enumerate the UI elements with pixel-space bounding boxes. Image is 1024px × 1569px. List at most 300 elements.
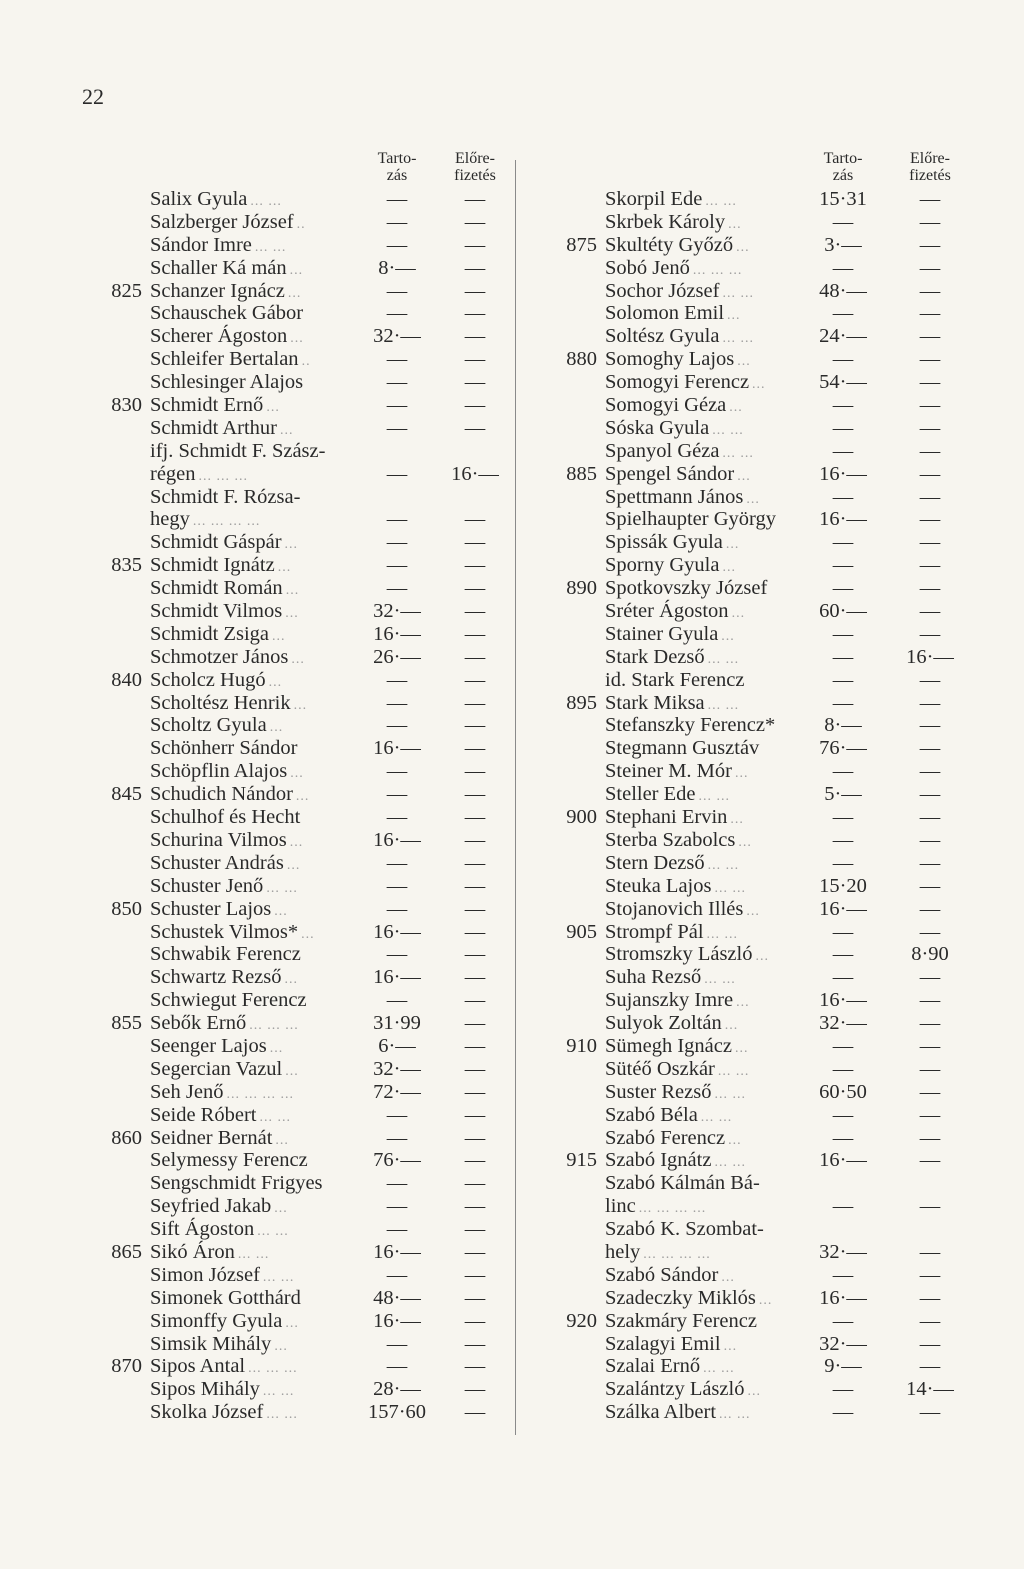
- leader-dots: ... ...: [707, 651, 740, 667]
- membership-value: —: [386, 531, 408, 554]
- membership-value: —: [832, 416, 854, 439]
- leader-dots: ...: [269, 720, 284, 736]
- prepayment-value: —: [464, 577, 486, 600]
- prepayment-value: —: [919, 1057, 941, 1080]
- member-name: Schmidt Zsiga ...: [150, 622, 286, 645]
- prepayment-value: —: [919, 416, 941, 439]
- table-row: [100, 692, 510, 715]
- leader-dots: ...: [277, 560, 292, 576]
- prepayment-value: —: [919, 439, 941, 462]
- prepayment-value: —: [919, 622, 941, 645]
- membership-value: 16·—: [373, 622, 421, 645]
- member-name: Szalai Ernő ... ...: [605, 1355, 735, 1378]
- prepayment-value: —: [919, 760, 941, 783]
- member-name: Schudich Nándor ...: [150, 783, 310, 806]
- membership-value: —: [386, 668, 408, 691]
- prepayment-value: —: [464, 943, 486, 966]
- membership-value: —: [386, 806, 408, 829]
- member-name: Salix Gyula ... ...: [150, 188, 282, 210]
- member-name: hely ... ... ... ...: [605, 1240, 711, 1263]
- prepayment-value: —: [919, 737, 941, 760]
- prepayment-value: —: [464, 645, 486, 668]
- member-name: Sporny Gyula ...: [605, 554, 736, 577]
- table-row: [555, 508, 1015, 531]
- leader-dots: ...: [724, 1018, 739, 1034]
- member-name: Szabó Béla ... ...: [605, 1103, 733, 1126]
- table-row: [100, 1127, 510, 1150]
- member-name: Schmotzer János ...: [150, 645, 305, 668]
- column-rule-left: [515, 160, 516, 1435]
- prepayment-value: —: [919, 920, 941, 943]
- prepayment-value: 14·—: [906, 1378, 954, 1401]
- membership-value: —: [832, 920, 854, 943]
- membership-value: —: [832, 943, 854, 966]
- leader-dots: ...: [728, 1132, 742, 1148]
- member-name: Sebők Ernő ... ... ...: [150, 1012, 299, 1035]
- membership-value: 16·—: [373, 1309, 421, 1332]
- membership-value: 8·—: [378, 256, 416, 279]
- table-row: [100, 417, 510, 440]
- table-row: [555, 1355, 1015, 1378]
- prepayment-value: —: [464, 1172, 486, 1195]
- table-row: [100, 737, 510, 760]
- member-name: Sikó Áron ... ...: [150, 1240, 270, 1263]
- prepayment-value: —: [919, 874, 941, 897]
- table-row: [100, 463, 510, 486]
- membership-value: —: [386, 691, 408, 714]
- prepayment-value: —: [464, 1195, 486, 1218]
- leader-dots: ...: [731, 606, 746, 622]
- membership-value: —: [386, 348, 408, 371]
- leader-dots: ...: [721, 1269, 735, 1285]
- table-row: [555, 1172, 1015, 1195]
- table-row: [100, 486, 510, 509]
- leader-dots: ... ...: [237, 1246, 270, 1262]
- membership-value: —: [386, 760, 408, 783]
- member-name: Szabó Ferencz ...: [605, 1126, 742, 1149]
- leader-dots: ...: [269, 1040, 284, 1056]
- table-row: [555, 1127, 1015, 1150]
- membership-value: —: [832, 554, 854, 577]
- member-name: Schlesinger Alajos: [150, 371, 304, 394]
- prepayment-value: —: [464, 1401, 486, 1424]
- table-row: [100, 188, 510, 211]
- member-name: Seenger Lajos ...: [150, 1034, 284, 1057]
- prepayment-value: —: [464, 622, 486, 645]
- entry-number: 835: [111, 554, 142, 577]
- table-row: [555, 280, 1015, 303]
- table-row: [555, 714, 1015, 737]
- table-row: [100, 302, 510, 325]
- member-name: hegy ... ... ... ...: [150, 508, 261, 531]
- member-name: Spettmann János ...: [605, 485, 760, 508]
- member-name: Steiner M. Mór ...: [605, 760, 749, 783]
- membership-value: 32·—: [373, 325, 421, 348]
- leader-dots: ...: [722, 560, 736, 576]
- table-row: [555, 875, 1015, 898]
- membership-value: —: [386, 1103, 408, 1126]
- member-name: Strompf Pál ... ...: [605, 920, 739, 943]
- prepayment-value: —: [919, 1286, 941, 1309]
- table-row: [555, 806, 1015, 829]
- table-row: [555, 371, 1015, 394]
- table-row: [100, 1149, 510, 1172]
- leader-dots: ... ...: [707, 697, 740, 713]
- leader-dots: ..: [296, 216, 306, 232]
- table-row: [555, 1264, 1015, 1287]
- table-row: [100, 508, 510, 531]
- prepayment-value: —: [919, 714, 941, 737]
- membership-value: 24·—: [819, 325, 867, 348]
- right-rows: [555, 188, 1015, 1424]
- prepayment-value: —: [464, 783, 486, 806]
- member-name: Schöpflin Alajos ...: [150, 760, 304, 783]
- prepayment-value: —: [464, 416, 486, 439]
- member-name: Szabó Kálmán Bá-: [605, 1172, 760, 1195]
- membership-value: —: [386, 1172, 408, 1195]
- entry-number: 885: [566, 462, 597, 485]
- member-name: Sütéő Oszkár ... ...: [605, 1057, 750, 1080]
- member-name: Spengel Sándor ...: [605, 462, 751, 485]
- prepayment-value: —: [464, 600, 486, 623]
- prepayment-value: —: [464, 325, 486, 348]
- table-row: [555, 325, 1015, 348]
- member-name: Salzberger József ..: [150, 210, 306, 233]
- member-name: Schuster Lajos ...: [150, 897, 288, 920]
- membership-value: —: [832, 760, 854, 783]
- prepayment-value: —: [464, 508, 486, 531]
- leader-dots: ... ...: [705, 194, 737, 209]
- leader-dots: ...: [747, 1384, 761, 1400]
- leader-dots: ...: [734, 766, 749, 782]
- member-name: Sipos Mihály ... ...: [150, 1378, 295, 1401]
- membership-value: —: [832, 1195, 854, 1218]
- table-row: [555, 737, 1015, 760]
- membership-value: —: [386, 989, 408, 1012]
- table-row: [100, 1104, 510, 1127]
- table-row: [555, 463, 1015, 486]
- membership-value: 16·—: [819, 1149, 867, 1172]
- member-name: Segercian Vazul ...: [150, 1057, 299, 1080]
- entry-number: 830: [111, 394, 142, 417]
- membership-value: —: [832, 806, 854, 829]
- table-row: [555, 1378, 1015, 1401]
- leader-dots: ...: [285, 1315, 299, 1331]
- leader-dots: ...: [738, 834, 752, 850]
- entry-number: 890: [566, 577, 597, 600]
- membership-value: —: [386, 1263, 408, 1286]
- leader-dots: ... ...: [266, 1407, 298, 1423]
- entry-number: 875: [566, 233, 597, 256]
- member-name: Somoghy Lajos ...: [605, 348, 751, 371]
- leader-dots: ... ...: [714, 1155, 746, 1171]
- leader-dots: ...: [274, 903, 288, 919]
- table-row: [100, 943, 510, 966]
- table-row: [555, 394, 1015, 417]
- member-name: Sujanszky Imre ...: [605, 989, 750, 1012]
- prepayment-value: —: [464, 1103, 486, 1126]
- table-row: [555, 989, 1015, 1012]
- table-row: [555, 1333, 1015, 1356]
- member-name: Simon József ... ...: [150, 1263, 295, 1286]
- membership-value: —: [386, 1355, 408, 1378]
- prepayment-value: —: [464, 1378, 486, 1401]
- leader-dots: ...: [285, 583, 300, 599]
- prepayment-value: —: [919, 783, 941, 806]
- membership-value: —: [832, 691, 854, 714]
- prepayment-value: —: [464, 233, 486, 256]
- table-row: [100, 257, 510, 280]
- membership-value: —: [386, 233, 408, 256]
- table-row: [555, 1035, 1015, 1058]
- entry-number: 900: [566, 806, 597, 829]
- leader-dots: ... ...: [266, 880, 298, 896]
- leader-dots: ...: [727, 308, 741, 324]
- leader-dots: ...: [725, 537, 740, 553]
- prepayment-value: —: [464, 1355, 486, 1378]
- membership-value: 16·—: [373, 828, 421, 851]
- leader-dots: ...: [286, 857, 301, 873]
- table-row: [100, 1378, 510, 1401]
- table-row: [100, 806, 510, 829]
- prepayment-value: —: [919, 256, 941, 279]
- table-row: [100, 623, 510, 646]
- table-row: [100, 211, 510, 234]
- leader-dots: ...: [284, 537, 299, 553]
- leader-dots: ... ... ... ...: [638, 1201, 707, 1217]
- membership-value: —: [386, 714, 408, 737]
- leader-dots: ...: [266, 400, 280, 416]
- prepayment-value: —: [919, 531, 941, 554]
- entry-number: 910: [566, 1034, 597, 1057]
- membership-value: —: [832, 1309, 854, 1332]
- member-name: Schmidt Arthur ...: [150, 416, 294, 439]
- leader-dots: ...: [285, 1063, 299, 1079]
- membership-value: —: [386, 416, 408, 439]
- prepayment-value: —: [464, 531, 486, 554]
- membership-value: —: [832, 394, 854, 417]
- table-row: [100, 577, 510, 600]
- prepayment-value: —: [919, 1332, 941, 1355]
- table-row: [100, 440, 510, 463]
- prepayment-value: —: [919, 1103, 941, 1126]
- prepayment-value: —: [919, 966, 941, 989]
- membership-value: —: [832, 485, 854, 508]
- prepayment-value: —: [919, 806, 941, 829]
- member-name: Szalagyi Emil ...: [605, 1332, 738, 1355]
- leader-dots: ...: [272, 628, 286, 644]
- table-row: [100, 1012, 510, 1035]
- leader-dots: ... ...: [722, 285, 754, 301]
- table-row: [555, 1241, 1015, 1264]
- membership-value: 28·—: [373, 1378, 421, 1401]
- leader-dots: ...: [301, 926, 315, 942]
- membership-value: —: [386, 1218, 408, 1241]
- member-name: Schulhof és Hecht: [150, 806, 301, 829]
- membership-value: —: [386, 394, 408, 417]
- prepayment-value: —: [464, 1149, 486, 1172]
- membership-value: 16·—: [819, 462, 867, 485]
- member-name: Scholcz Hugó ...: [150, 668, 283, 691]
- prepayment-value: —: [919, 828, 941, 851]
- table-row: [555, 257, 1015, 280]
- prepayment-value: 8·90: [911, 943, 949, 966]
- member-name: Stefanszky Ferencz*: [605, 714, 776, 737]
- table-row: [555, 852, 1015, 875]
- leader-dots: ... ...: [704, 972, 736, 988]
- member-name: Schuster Jenő ... ...: [150, 874, 298, 897]
- membership-value: 32·—: [819, 1240, 867, 1263]
- prepayment-value: —: [464, 1012, 486, 1035]
- member-name: Scherer Ágoston ...: [150, 325, 304, 348]
- membership-value: —: [386, 851, 408, 874]
- prepayment-value: —: [464, 920, 486, 943]
- membership-value: 72·—: [373, 1080, 421, 1103]
- right-header: [555, 150, 1015, 188]
- leader-dots: ...: [729, 400, 743, 416]
- member-name: id. Stark Ferencz: [605, 668, 745, 691]
- leader-dots: ... ...: [706, 926, 739, 942]
- membership-header: Tarto- zás: [377, 150, 417, 184]
- prepayment-value: —: [919, 279, 941, 302]
- member-name: Seh Jenő ... ... ... ...: [150, 1080, 294, 1103]
- table-row: [100, 348, 510, 371]
- member-name: Seyfried Jakab ...: [150, 1195, 288, 1218]
- entry-number: 870: [111, 1355, 142, 1378]
- prepayment-header: Előre- fizetés: [909, 150, 951, 184]
- prepayment-value: —: [919, 1126, 941, 1149]
- table-row: [555, 646, 1015, 669]
- membership-value: 31·99: [373, 1012, 421, 1035]
- membership-value: —: [386, 210, 408, 233]
- membership-value: —: [832, 577, 854, 600]
- table-row: [555, 348, 1015, 371]
- membership-value: —: [832, 668, 854, 691]
- membership-value: —: [386, 943, 408, 966]
- prepayment-value: —: [464, 1240, 486, 1263]
- member-name: Szakmáry Ferencz: [605, 1309, 757, 1332]
- leader-dots: ...: [291, 651, 305, 667]
- membership-value: 76·—: [373, 1149, 421, 1172]
- leader-dots: ...: [737, 354, 751, 370]
- membership-value: 48·—: [373, 1286, 421, 1309]
- prepayment-value: —: [919, 577, 941, 600]
- member-name: Seidner Bernát ...: [150, 1126, 289, 1149]
- leader-dots: ...: [290, 331, 304, 347]
- table-row: [100, 1401, 510, 1424]
- leader-dots: ...: [736, 995, 750, 1011]
- member-name: Schmidt Gáspár ...: [150, 531, 299, 554]
- entry-number: 920: [566, 1309, 597, 1332]
- leader-dots: ... ...: [698, 789, 731, 805]
- member-name: Sréter Ágoston ...: [605, 600, 746, 623]
- table-row: [555, 921, 1015, 944]
- leader-dots: ... ...: [712, 422, 744, 438]
- table-row: [100, 989, 510, 1012]
- member-name: Stromszky László ...: [605, 943, 769, 966]
- member-name: Soltész Gyula ... ...: [605, 325, 754, 348]
- membership-value: 5·—: [824, 783, 862, 806]
- member-name: Scholtész Henrik ...: [150, 691, 308, 714]
- member-name: Schurina Vilmos ...: [150, 828, 304, 851]
- prepayment-value: —: [919, 1034, 941, 1057]
- leader-dots: ...: [737, 468, 751, 484]
- leader-dots: ...: [758, 1292, 773, 1308]
- leader-dots: ...: [284, 972, 298, 988]
- member-name: Simsik Mihály ...: [150, 1332, 288, 1355]
- membership-value: —: [832, 1103, 854, 1126]
- table-row: [100, 1172, 510, 1195]
- membership-value: 16·—: [373, 737, 421, 760]
- member-name: Skorpil Ede ... ...: [605, 188, 737, 210]
- member-name: Simonffy Gyula ...: [150, 1309, 299, 1332]
- membership-value: 60·50: [819, 1080, 867, 1103]
- membership-value: —: [386, 1195, 408, 1218]
- table-row: [555, 440, 1015, 463]
- prepayment-value: —: [464, 1286, 486, 1309]
- prepayment-value: —: [919, 394, 941, 417]
- leader-dots: ... ... ...: [198, 468, 249, 484]
- prepayment-value: —: [919, 897, 941, 920]
- table-row: [100, 875, 510, 898]
- table-row: [555, 1218, 1015, 1241]
- prepayment-value: —: [919, 600, 941, 623]
- leader-dots: ...: [287, 285, 302, 301]
- membership-value: 9·—: [824, 1355, 862, 1378]
- prepayment-value: —: [919, 1309, 941, 1332]
- membership-value: —: [832, 439, 854, 462]
- membership-value: —: [386, 302, 408, 325]
- left-column: [100, 150, 510, 1424]
- prepayment-value: —: [919, 302, 941, 325]
- table-row: [100, 1287, 510, 1310]
- leader-dots: ...: [755, 949, 769, 965]
- leader-dots: ...: [730, 812, 744, 828]
- member-name: Spissák Gyula ...: [605, 531, 740, 554]
- membership-value: —: [832, 622, 854, 645]
- member-name: Sándor Imre ... ...: [150, 233, 287, 256]
- table-row: [100, 1218, 510, 1241]
- prepayment-value: —: [919, 691, 941, 714]
- entry-number: 855: [111, 1012, 142, 1035]
- membership-value: 54·—: [819, 371, 867, 394]
- leader-dots: ...: [275, 1132, 289, 1148]
- table-row: [100, 829, 510, 852]
- right-column: [555, 150, 1015, 1424]
- member-name: Sóska Gyula ... ...: [605, 416, 744, 439]
- leader-dots: ... ... ... ...: [226, 1086, 294, 1102]
- prepayment-value: —: [919, 210, 941, 233]
- membership-value: —: [386, 188, 408, 210]
- table-row: [100, 531, 510, 554]
- membership-value: 157·60: [367, 1401, 427, 1424]
- membership-value: —: [832, 1034, 854, 1057]
- membership-value: —: [386, 1332, 408, 1355]
- membership-value: —: [386, 371, 408, 394]
- table-row: [100, 600, 510, 623]
- prepayment-value: —: [464, 1332, 486, 1355]
- table-row: [100, 394, 510, 417]
- prepayment-value: —: [464, 256, 486, 279]
- prepayment-value: —: [464, 348, 486, 371]
- leader-dots: ...: [289, 262, 304, 278]
- table-row: [100, 669, 510, 692]
- prepayment-value: —: [919, 1263, 941, 1286]
- member-name: Schwabik Ferencz: [150, 943, 301, 966]
- prepayment-value: —: [464, 714, 486, 737]
- entry-number: 860: [111, 1126, 142, 1149]
- table-row: [100, 1310, 510, 1333]
